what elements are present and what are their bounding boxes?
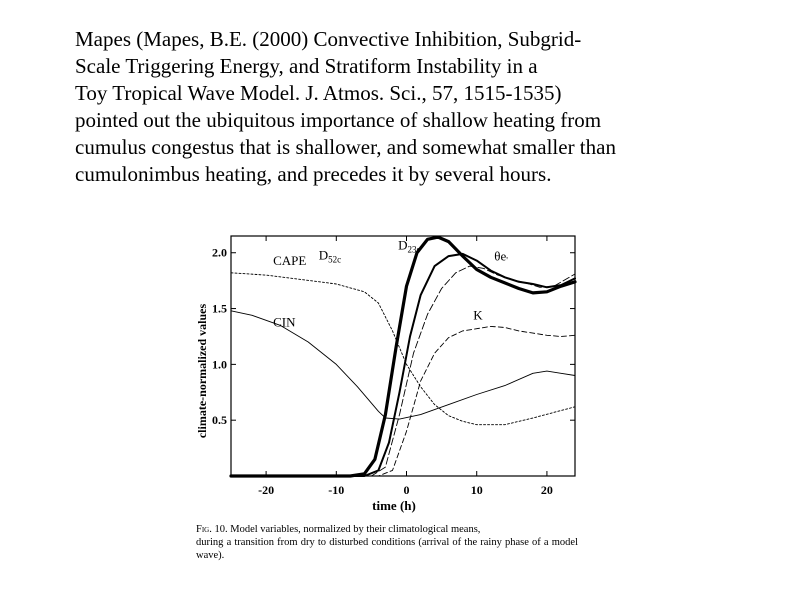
caption-rest: during a transition from dry to disturbed conditions (arrival of the rainy phase of a model wave).	[196, 537, 578, 561]
x-tick-label: 20	[540, 483, 553, 497]
y-tick-label: 0.5	[212, 413, 227, 428]
slide-text-line: cumulus congestus that is shallower, and somewhat smaller than	[75, 135, 616, 159]
x-tick-label: 10	[470, 483, 483, 497]
series-line-d23s	[231, 254, 575, 476]
series-label: CIN	[273, 314, 296, 330]
slide-text-line: cumulonimbus heating, and precedes it by several hours.	[75, 162, 552, 186]
series-label: $D_{52c}$	[318, 247, 342, 265]
x-tick-label: -10	[328, 483, 345, 497]
y-axis-title: climate-normalized values	[195, 303, 209, 439]
x-tick-label: 0	[403, 483, 410, 497]
series-line-cape	[231, 273, 575, 425]
series-label: CAPE	[273, 253, 307, 269]
series-label: $D_{23s}$	[398, 237, 420, 255]
slide-text-line: Scale Triggering Energy, and Stratiform Instability in a	[75, 54, 538, 78]
caption-first-line: Model variables, normalized by their climatological means,	[227, 524, 481, 535]
x-axis-title: time (h)	[372, 498, 416, 513]
figure-label: Fig. 10.	[196, 524, 228, 535]
x-tick-label: -20	[258, 483, 275, 497]
series-label: $\theta e'$	[494, 248, 508, 266]
series-labels	[273, 237, 508, 329]
slide-text-line: Toy Tropical Wave Model. J. Atmos. Sci., 57, 1515-1535)	[75, 81, 562, 105]
slide-text-line: pointed out the ubiquitous importance of shallow heating from	[75, 108, 602, 132]
figure-caption	[196, 523, 578, 562]
plot-series	[231, 237, 575, 476]
line-chart	[180, 228, 590, 523]
y-tick-label: 2.0	[212, 245, 227, 260]
y-tick-label: 1.0	[212, 357, 227, 372]
slide-body-text	[75, 26, 790, 188]
y-tick-label: 1.5	[212, 301, 227, 316]
series-label: K	[473, 307, 483, 323]
slide-text-line: Mapes (Mapes, B.E. (2000) Convective Inhibition, Subgrid-	[75, 27, 582, 51]
